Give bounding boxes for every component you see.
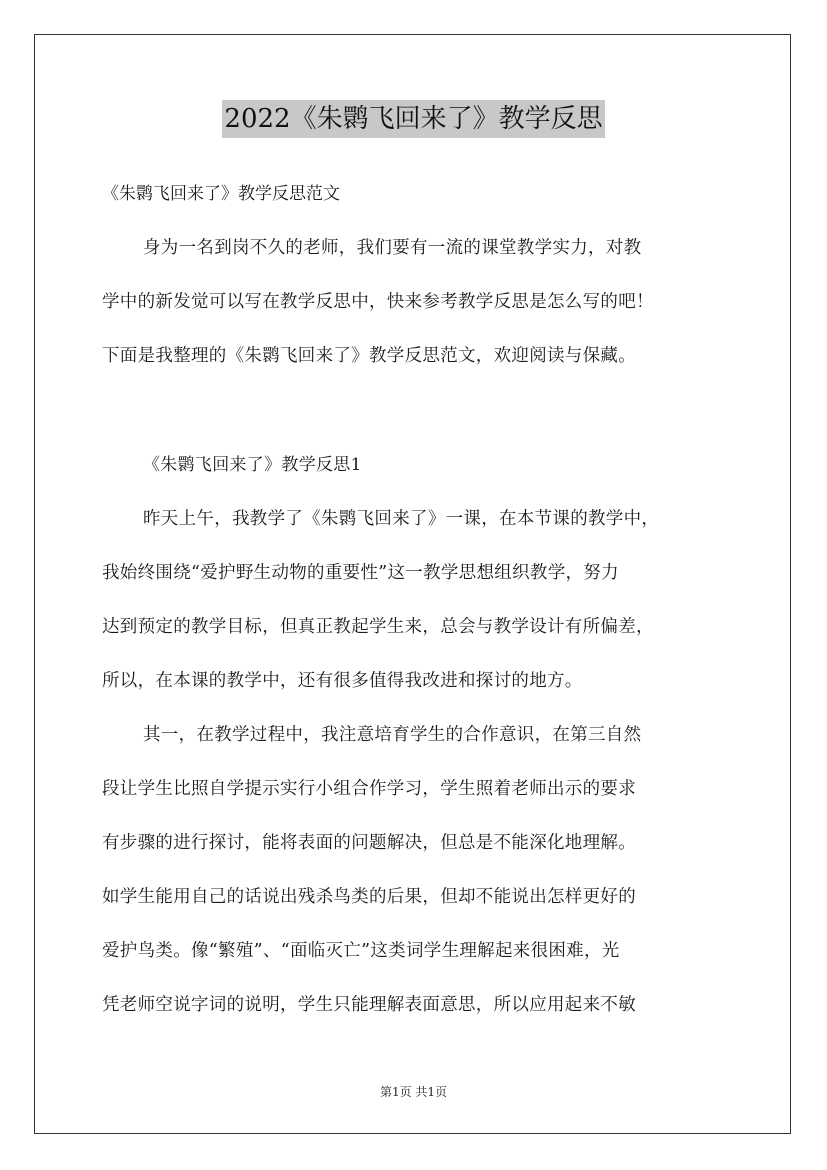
paragraph-line: 如学生能用自己的话说出残杀鸟类的后果，但却不能说出怎样更好的 bbox=[102, 887, 636, 907]
paragraph-line: 爱护鸟类。像“繁殖”、“面临灭亡”这类词学生理解起来很困难，光 bbox=[102, 941, 620, 961]
paragraph-line: 段让学生比照自学提示实行小组合作学习，学生照着老师出示的要求 bbox=[102, 779, 636, 799]
intro-line: 身为一名到岗不久的老师，我们要有一流的课堂教学实力，对教 bbox=[143, 238, 642, 258]
intro-line: 学中的新发觉可以写在教学反思中，快来参考教学反思是怎么写的吧！ bbox=[102, 292, 654, 312]
intro-line: 下面是我整理的《朱鹮飞回来了》教学反思范文，欢迎阅读与保藏。 bbox=[102, 346, 636, 366]
paragraph-line: 凭老师空说字词的说明，学生只能理解表面意思，所以应用起来不敏 bbox=[102, 995, 636, 1015]
title-wrap bbox=[0, 100, 827, 138]
paragraph-line: 昨天上午，我教学了《朱鹮飞回来了》一课，在本节课的教学中， bbox=[143, 509, 660, 529]
paragraph-line: 其一，在教学过程中，我注意培育学生的合作意识，在第三自然 bbox=[143, 725, 642, 745]
section-heading: 《朱鹮飞回来了》教学反思1 bbox=[143, 455, 362, 475]
document-title: 2022《朱鹮飞回来了》教学反思 bbox=[222, 100, 604, 138]
document-subtitle: 《朱鹮飞回来了》教学反思范文 bbox=[102, 184, 340, 204]
paragraph-line: 所以，在本课的教学中，还有很多值得我改进和探讨的地方。 bbox=[102, 671, 583, 691]
page-footer: 第1页 共1页 bbox=[379, 1085, 448, 1099]
paragraph-line: 达到预定的教学目标，但真正教起学生来，总会与教学设计有所偏差， bbox=[102, 617, 654, 637]
paragraph-line: 有步骤的进行探讨，能将表面的问题解决，但总是不能深化地理解。 bbox=[102, 833, 636, 853]
paragraph-line: 我始终围绕“爱护野生动物的重要性”这一教学思想组织教学，努力 bbox=[102, 563, 619, 583]
